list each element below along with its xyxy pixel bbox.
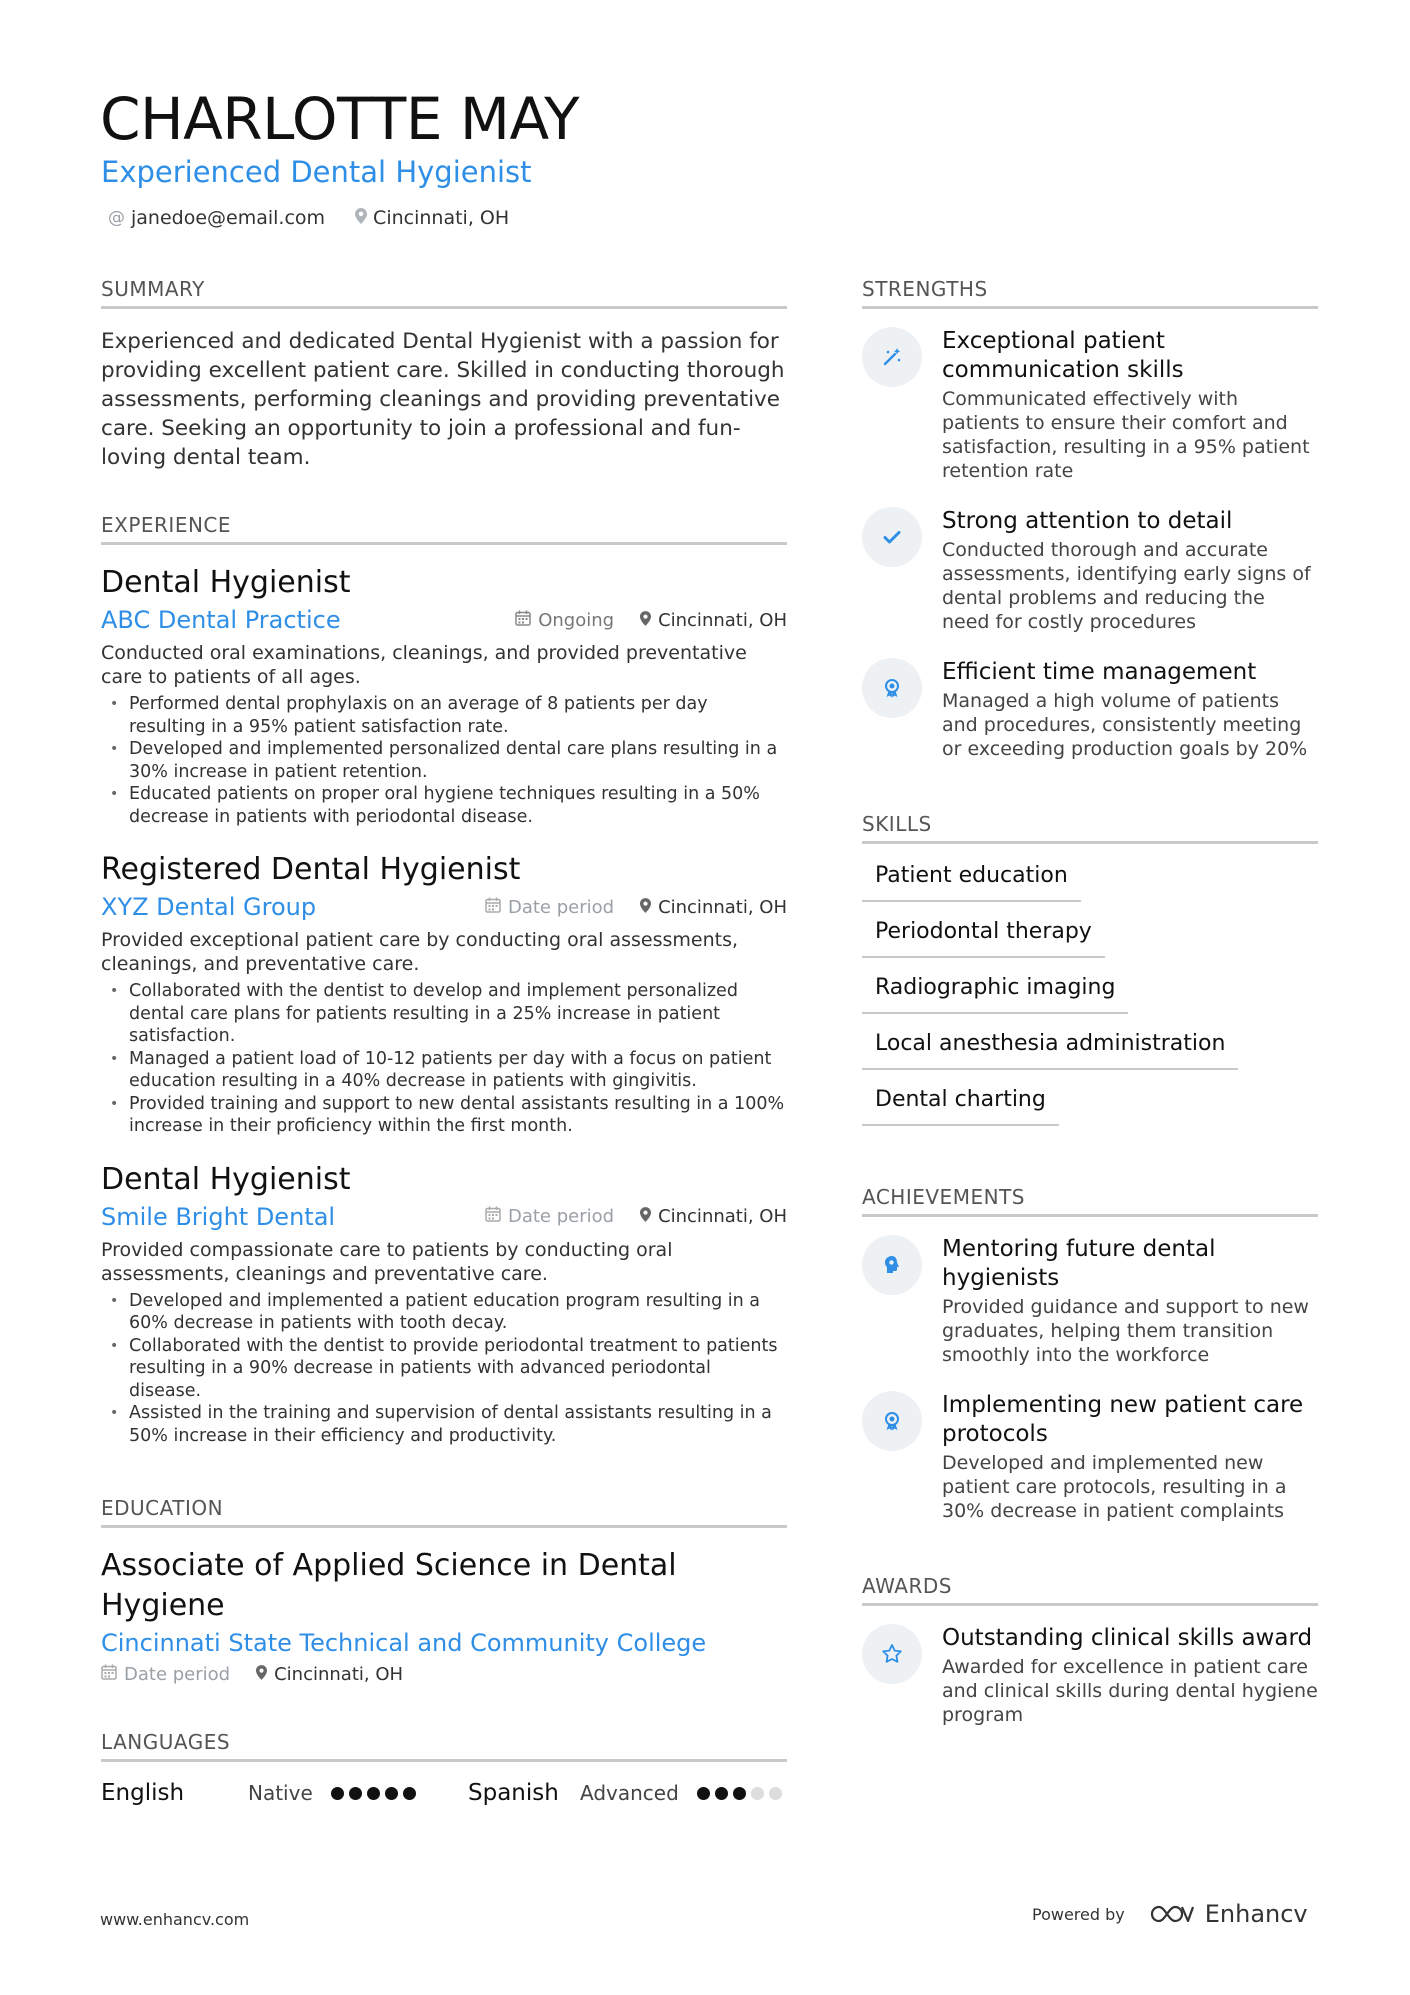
education-meta (101, 1664, 787, 1685)
job-date (515, 610, 614, 631)
left-column (101, 276, 787, 1806)
wand-icon (862, 327, 922, 387)
job-date (485, 1206, 614, 1227)
job-entry (101, 1160, 787, 1448)
achievement-item (862, 1235, 1318, 1367)
job-description: Provided compassionate care to patients by conducting oral assessments, cleanings and preventative care. (101, 1238, 673, 1285)
job-meta (485, 897, 787, 918)
job-bullets (101, 980, 787, 1138)
contact-email (108, 207, 325, 229)
calendar-icon (101, 1664, 117, 1685)
education-date-text: Date period (124, 1664, 231, 1685)
company-name: Smile Bright Dental (101, 1202, 336, 1231)
rating-dot (769, 1787, 782, 1800)
summary-heading: SUMMARY (101, 276, 787, 309)
email-text: janedoe@email.com (131, 207, 326, 229)
candidate-title: Experienced Dental Hygienist (101, 155, 532, 189)
achievement-body (942, 1235, 1318, 1367)
job-location (640, 610, 787, 631)
job-description: Conducted oral examinations, cleanings, and provided preventative care to patients of all ages. (101, 642, 747, 688)
strength-description: Communicated effectively with patients to ensure their comfort and satisfaction, resulting in a 95% patient retention rate (942, 388, 1310, 482)
strength-body (942, 507, 1318, 634)
location-pin-icon (640, 1206, 651, 1227)
job-entry (101, 563, 787, 828)
language-level: Advanced (580, 1781, 679, 1805)
job-bullet: • Performed dental prophylaxis on an average of 8 patients per day resulting in a 95% patient satisfaction rate. (101, 693, 787, 738)
achievement-item (862, 1391, 1318, 1523)
job-meta (515, 610, 787, 631)
languages-row (101, 1780, 787, 1806)
strength-description: Conducted thorough and accurate assessments, identifying early signs of dental problems and reducing the need for costly procedures (942, 539, 1311, 633)
job-description: Provided exceptional patient care by conducting oral assessments, cleanings, and preventative care. (101, 929, 739, 975)
degree-title: Associate of Applied Science in Dental Hygiene (101, 1548, 677, 1623)
job-date-text: Date period (507, 896, 615, 918)
language-name: Spanish (468, 1780, 559, 1806)
contact-row (108, 207, 509, 229)
calendar-icon (515, 610, 531, 631)
job-bullet: • Provided training and support to new dental assistants resulting in a 100% increase in their proficiency within the first month. (101, 1093, 787, 1138)
education-heading: EDUCATION (101, 1495, 787, 1528)
job-bullet: • Managed a patient load of 10-12 patients per day with a focus on patient education resulting in a 40% decrease in patients with gingivitis. (101, 1048, 787, 1093)
enhancv-logo-mark (1149, 1903, 1195, 1925)
location-pin-icon (256, 1664, 267, 1685)
brand-name: Enhancv (1204, 1900, 1308, 1928)
language-level: Native (248, 1781, 313, 1805)
strength-item (862, 507, 1318, 634)
job-location-text: Cincinnati, OH (658, 896, 787, 918)
brain-icon (862, 1235, 922, 1295)
company-name: ABC Dental Practice (101, 606, 341, 634)
job-location (640, 897, 787, 918)
footer-website[interactable]: www.enhancv.com (100, 1910, 250, 1929)
location-text: Cincinnati, OH (373, 207, 510, 229)
job-bullets (101, 1290, 787, 1448)
award-description: Awarded for excellence in patient care and clinical skills during dental hygiene program (942, 1656, 1318, 1726)
job-entry (101, 850, 787, 1138)
education-location (256, 1664, 403, 1685)
location-pin-icon (640, 610, 651, 631)
job-title: Registered Dental Hygienist (101, 852, 521, 887)
rating-dot (715, 1787, 728, 1800)
location-pin-icon (640, 897, 651, 918)
calendar-icon (485, 897, 501, 918)
enhancv-logo[interactable] (1149, 1900, 1308, 1928)
rating-dot (349, 1787, 362, 1800)
achievement-title: Mentoring future dental hygienists (942, 1236, 1216, 1291)
job-bullet: • Assisted in the training and supervision of dental assistants resulting in a 50% increase in their efficiency and productivity. (101, 1402, 787, 1447)
candidate-name: CHARLOTTE MAY (100, 85, 580, 153)
skill-tag: Local anesthesia administration (862, 1028, 1238, 1070)
school-name: Cincinnati State Technical and Community College (101, 1629, 707, 1657)
strengths-heading: STRENGTHS (862, 276, 1318, 309)
award-body (942, 1624, 1318, 1727)
strength-description: Managed a high volume of patients and procedures, consistently meeting or exceeding production goals by 20% (942, 690, 1308, 760)
job-date-text: Ongoing (538, 609, 615, 631)
experience-heading: EXPERIENCE (101, 512, 787, 545)
job-bullets (101, 693, 787, 828)
job-bullet: • Collaborated with the dentist to provide periodontal treatment to patients resulting in a 90% decrease in patients with advanced periodontal disease. (101, 1335, 787, 1403)
job-bullet: • Developed and implemented a patient education program resulting in a 60% decrease in patients with tooth decay. (101, 1290, 787, 1335)
strength-body (942, 327, 1318, 483)
summary-text: Experienced and dedicated Dental Hygienist with a passion for providing excellent patient care. Skilled in conducting thorough assessments, performing cleanings and providing preventative care. Seeking an opportunity to join a professional and fun-loving dental team. (101, 329, 785, 470)
rating-dot (751, 1787, 764, 1800)
language-rating (697, 1787, 782, 1800)
language-english (101, 1780, 468, 1806)
skill-tag: Radiographic imaging (862, 972, 1128, 1014)
job-date-text: Date period (507, 1206, 615, 1227)
job-title: Dental Hygienist (101, 565, 351, 600)
achievement-body (942, 1391, 1318, 1523)
achievements-heading: ACHIEVEMENTS (862, 1184, 1318, 1217)
at-icon: @ (108, 208, 125, 228)
job-bullet: • Educated patients on proper oral hygiene techniques resulting in a 50% decrease in patients with periodontal disease. (101, 783, 787, 828)
job-location-text: Cincinnati, OH (658, 609, 787, 631)
strength-title: Efficient time management (942, 659, 1257, 685)
language-name: English (101, 1780, 185, 1806)
skills-list (862, 860, 1318, 1126)
job-meta-row (101, 603, 787, 637)
award-icon (862, 1391, 922, 1451)
rating-dot (733, 1787, 746, 1800)
skill-tag: Dental charting (862, 1084, 1059, 1126)
awards-heading: AWARDS (862, 1573, 1318, 1606)
job-bullet: • Developed and implemented personalized dental care plans resulting in a 30% increase in patient retention. (101, 738, 787, 783)
strength-item (862, 658, 1318, 761)
right-column (862, 276, 1318, 1727)
company-name: XYZ Dental Group (101, 893, 317, 921)
award-title: Outstanding clinical skills award (942, 1625, 1313, 1651)
star-icon (862, 1624, 922, 1684)
education-date (101, 1664, 230, 1685)
job-location (640, 1206, 787, 1227)
education-location-text: Cincinnati, OH (274, 1664, 404, 1685)
rating-dot (331, 1787, 344, 1800)
education-entry (101, 1546, 787, 1685)
job-bullet: • Collaborated with the dentist to develop and implement personalized dental care plans for patients resulting in a 25% increase in patient satisfaction. (101, 980, 787, 1048)
strength-item (862, 327, 1318, 483)
skills-heading: SKILLS (862, 811, 1318, 844)
languages-heading: LANGUAGES (101, 1729, 787, 1762)
job-meta-row (101, 1200, 787, 1234)
award-item (862, 1624, 1318, 1727)
footer-branding (1032, 1900, 1308, 1928)
strength-body (942, 658, 1318, 761)
rating-dot (403, 1787, 416, 1800)
award-icon (862, 658, 922, 718)
strength-title: Strong attention to detail (942, 508, 1233, 534)
job-meta (485, 1206, 787, 1227)
job-date (485, 897, 614, 918)
language-rating (331, 1787, 416, 1800)
achievement-description: Developed and implemented new patient care protocols, resulting in a 30% decrease in patient complaints (942, 1452, 1287, 1522)
job-meta-row (101, 890, 787, 924)
contact-location (355, 207, 509, 229)
powered-by-text: Powered by (1032, 1904, 1125, 1924)
strength-title: Exceptional patient communication skills (942, 328, 1184, 383)
skill-tag: Periodontal therapy (862, 916, 1105, 958)
calendar-icon (485, 1206, 501, 1227)
language-spanish (468, 1780, 782, 1806)
job-location-text: Cincinnati, OH (658, 1206, 787, 1227)
location-pin-icon (355, 207, 367, 229)
achievement-description: Provided guidance and support to new graduates, helping them transition smoothly into the workforce (942, 1296, 1309, 1366)
check-icon (862, 507, 922, 567)
skill-tag: Patient education (862, 860, 1081, 902)
rating-dot (367, 1787, 380, 1800)
rating-dot (385, 1787, 398, 1800)
achievement-title: Implementing new patient care protocols (942, 1392, 1304, 1447)
rating-dot (697, 1787, 710, 1800)
job-title: Dental Hygienist (101, 1161, 351, 1197)
